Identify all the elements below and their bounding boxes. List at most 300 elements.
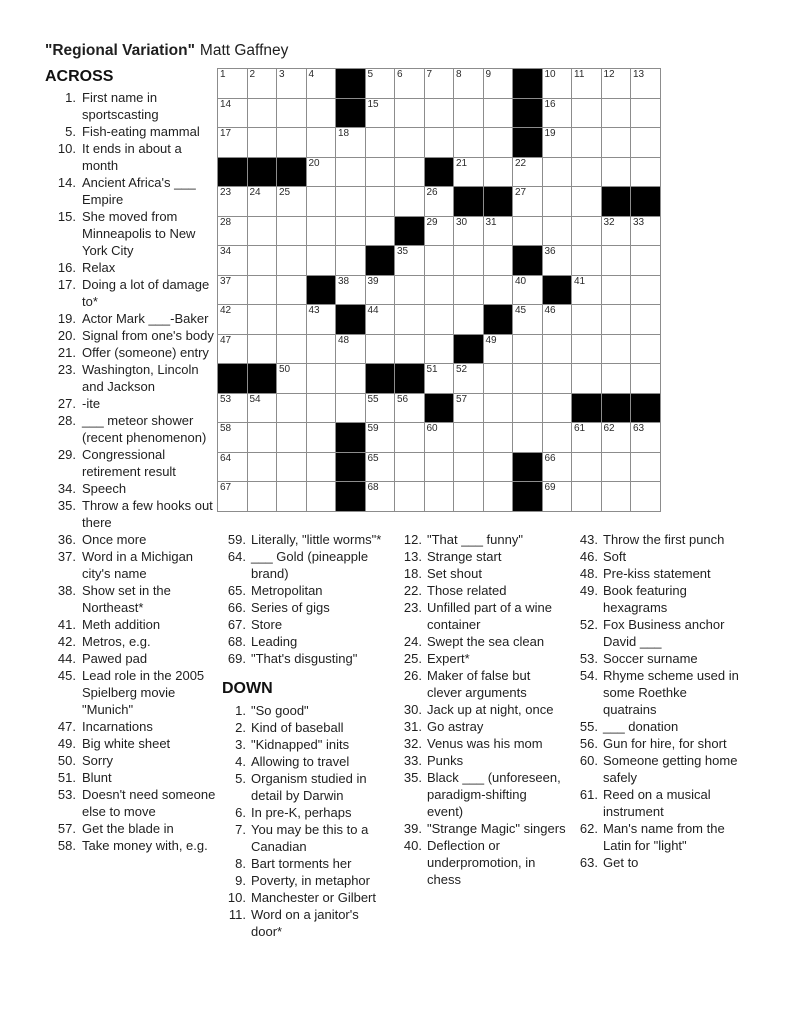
clue-number: 23.: [57, 362, 76, 377]
grid-cell[interactable]: [366, 305, 396, 335]
grid-cell[interactable]: [602, 158, 632, 188]
grid-cell[interactable]: [218, 187, 248, 217]
clue-number: 35.: [57, 498, 76, 513]
grid-cell[interactable]: [307, 217, 337, 247]
clue-item: [45, 259, 219, 276]
grid-cell[interactable]: [543, 423, 573, 453]
clue-item: [222, 906, 392, 940]
grid-cell[interactable]: [572, 99, 602, 129]
grid-cell[interactable]: [425, 335, 455, 365]
grid-cell[interactable]: [454, 482, 484, 512]
clue-text: Big white sheet: [82, 736, 171, 751]
grid-cell[interactable]: [307, 128, 337, 158]
grid-cell[interactable]: [248, 246, 278, 276]
grid-cell[interactable]: [572, 158, 602, 188]
grid-cell[interactable]: [218, 453, 248, 483]
grid-cell[interactable]: [513, 364, 543, 394]
grid-cell[interactable]: [248, 187, 278, 217]
grid-cell[interactable]: [454, 99, 484, 129]
clue-number: 44.: [57, 651, 76, 666]
grid-cell[interactable]: [484, 246, 514, 276]
clue-item: [45, 497, 219, 531]
grid-cell[interactable]: [484, 453, 514, 483]
grid-cell[interactable]: [484, 394, 514, 424]
grid-cell[interactable]: [631, 69, 661, 99]
grid-cell[interactable]: [366, 276, 396, 306]
grid-cell[interactable]: [543, 128, 573, 158]
grid-cell[interactable]: [277, 99, 307, 129]
clue-item: [222, 548, 392, 582]
grid-cell[interactable]: [543, 364, 573, 394]
grid-cell[interactable]: [602, 364, 632, 394]
grid-cell[interactable]: [543, 246, 573, 276]
grid-cell[interactable]: [395, 305, 425, 335]
grid-cell[interactable]: [425, 482, 455, 512]
grid-cell[interactable]: [543, 335, 573, 365]
bottom-clue-column-3: [574, 528, 742, 871]
clue-text: Punks: [427, 753, 464, 768]
clue-number: 36.: [57, 532, 76, 547]
grid-cell[interactable]: [218, 335, 248, 365]
clue-text: Expert*: [427, 651, 470, 666]
grid-cell[interactable]: [218, 394, 248, 424]
clue-text: Gun for hire, for short: [603, 736, 727, 751]
grid-cell[interactable]: [277, 453, 307, 483]
grid-cell[interactable]: [602, 69, 632, 99]
grid-cell[interactable]: [277, 364, 307, 394]
clue-item: [45, 667, 219, 718]
grid-cell[interactable]: [602, 99, 632, 129]
clue-number: 62.: [579, 821, 598, 836]
grid-cell[interactable]: [631, 246, 661, 276]
clue-item: [45, 480, 219, 497]
clue-item: [45, 548, 219, 582]
grid-cell[interactable]: [484, 128, 514, 158]
grid-cell[interactable]: [425, 276, 455, 306]
grid-cell[interactable]: [484, 364, 514, 394]
grid-cell[interactable]: [277, 187, 307, 217]
clue-text: Speech: [82, 481, 127, 496]
black-square: [513, 99, 543, 129]
black-square: [513, 69, 543, 99]
cell-number: 10: [544, 69, 556, 80]
grid-cell[interactable]: [307, 305, 337, 335]
grid-cell[interactable]: [572, 305, 602, 335]
grid-cell[interactable]: [425, 453, 455, 483]
grid-cell[interactable]: [366, 158, 396, 188]
grid-cell[interactable]: [336, 217, 366, 247]
black-square: [218, 158, 248, 188]
clue-item: [574, 735, 742, 752]
grid-cell[interactable]: [395, 482, 425, 512]
grid-cell[interactable]: [425, 217, 455, 247]
cell-number: 6: [397, 69, 403, 80]
grid-cell[interactable]: [454, 394, 484, 424]
grid-cell[interactable]: [336, 364, 366, 394]
clue-item: [45, 837, 219, 854]
grid-cell[interactable]: [336, 158, 366, 188]
clue-number: 1.: [235, 703, 246, 718]
grid-cell[interactable]: [277, 335, 307, 365]
grid-cell[interactable]: [307, 69, 337, 99]
clue-number: 42.: [57, 634, 76, 649]
grid-cell[interactable]: [277, 423, 307, 453]
clue-number: 19.: [57, 311, 76, 326]
clue-text: Get to: [603, 855, 639, 870]
grid-cell[interactable]: [513, 394, 543, 424]
grid-cell[interactable]: [543, 69, 573, 99]
cell-number: 68: [367, 482, 379, 493]
cell-number: 13: [633, 69, 645, 80]
grid-cell[interactable]: [395, 69, 425, 99]
grid-cell[interactable]: [572, 453, 602, 483]
grid-cell[interactable]: [513, 187, 543, 217]
grid-cell[interactable]: [248, 423, 278, 453]
grid-cell[interactable]: [484, 99, 514, 129]
grid-cell[interactable]: [336, 246, 366, 276]
clue-number: 23.: [403, 600, 422, 615]
grid-cell[interactable]: [543, 158, 573, 188]
cell-number: 66: [544, 452, 556, 464]
grid-cell[interactable]: [425, 187, 455, 217]
clue-text: It ends in about a month: [82, 141, 182, 173]
grid-cell[interactable]: [543, 453, 573, 483]
grid-cell[interactable]: [572, 217, 602, 247]
grid-cell[interactable]: [602, 305, 632, 335]
grid-cell[interactable]: [425, 246, 455, 276]
grid-cell[interactable]: [454, 128, 484, 158]
puzzle-author: Matt Gaffney: [199, 42, 289, 59]
clue-text: Sorry: [82, 753, 114, 768]
clue-text: Meth addition: [82, 617, 161, 632]
cell-number: 62: [603, 423, 615, 434]
clue-item: [222, 702, 392, 719]
grid-cell[interactable]: [395, 394, 425, 424]
clue-item: [45, 769, 219, 786]
grid-cell[interactable]: [631, 423, 661, 453]
cell-number: 18: [338, 128, 350, 139]
clue-number: 45.: [57, 668, 76, 683]
clue-text: "That's disgusting": [251, 651, 358, 666]
cell-number: 3: [279, 69, 285, 80]
clue-number: 51.: [57, 770, 76, 785]
grid-cell[interactable]: [425, 69, 455, 99]
grid-cell[interactable]: [336, 394, 366, 424]
grid-cell[interactable]: [513, 305, 543, 335]
grid-cell[interactable]: [277, 217, 307, 247]
grid-cell[interactable]: [395, 158, 425, 188]
clue-text: Relax: [82, 260, 116, 275]
clue-number: 7.: [235, 822, 246, 837]
grid-cell[interactable]: [602, 453, 632, 483]
grid-cell[interactable]: [543, 187, 573, 217]
clue-text: Pre-kiss statement: [603, 566, 711, 581]
grid-cell[interactable]: [336, 335, 366, 365]
cell-number: 34: [220, 246, 232, 257]
cell-number: 56: [397, 393, 409, 405]
grid-cell[interactable]: [631, 364, 661, 394]
grid-cell[interactable]: [248, 394, 278, 424]
grid-cell[interactable]: [543, 99, 573, 129]
grid-cell[interactable]: [218, 128, 248, 158]
grid-cell[interactable]: [218, 217, 248, 247]
clue-text: Literally, "little worms"*: [251, 532, 382, 547]
grid-cell[interactable]: [543, 217, 573, 247]
grid-cell[interactable]: [425, 305, 455, 335]
clue-number: 15.: [57, 209, 76, 224]
grid-cell[interactable]: [336, 128, 366, 158]
grid-cell[interactable]: [513, 276, 543, 306]
grid-cell[interactable]: [454, 364, 484, 394]
grid-cell[interactable]: [218, 99, 248, 129]
grid-cell[interactable]: [602, 335, 632, 365]
grid-cell[interactable]: [218, 305, 248, 335]
grid-cell[interactable]: [602, 482, 632, 512]
grid-cell[interactable]: [307, 99, 337, 129]
clue-item: [574, 820, 742, 854]
clue-number: 49.: [579, 583, 598, 598]
clue-item: [222, 804, 392, 821]
clue-item: [45, 327, 219, 344]
grid-cell[interactable]: [631, 335, 661, 365]
clue-number: 54.: [579, 668, 598, 683]
grid-cell[interactable]: [366, 99, 396, 129]
grid-cell[interactable]: [631, 217, 661, 247]
clue-number: 5.: [65, 124, 76, 139]
grid-cell[interactable]: [277, 394, 307, 424]
grid-cell[interactable]: [543, 482, 573, 512]
grid-cell[interactable]: [572, 335, 602, 365]
grid-cell[interactable]: [248, 128, 278, 158]
grid-cell[interactable]: [602, 423, 632, 453]
grid-cell[interactable]: [572, 276, 602, 306]
clue-number: 6.: [235, 805, 246, 820]
grid-cell[interactable]: [543, 394, 573, 424]
grid-cell[interactable]: [248, 217, 278, 247]
grid-cell[interactable]: [513, 158, 543, 188]
grid-cell[interactable]: [484, 335, 514, 365]
grid-cell[interactable]: [454, 158, 484, 188]
cell-number: 63: [633, 423, 645, 434]
clue-number: 26.: [403, 668, 422, 683]
clue-text: First name in sportscasting: [82, 90, 159, 122]
grid-cell[interactable]: [277, 246, 307, 276]
clue-text: Book featuring hexagrams: [603, 583, 687, 615]
cell-number: 23: [220, 187, 232, 198]
black-square: [425, 394, 455, 424]
grid-cell[interactable]: [425, 423, 455, 453]
black-square: [484, 187, 514, 217]
grid-cell[interactable]: [454, 423, 484, 453]
grid-cell[interactable]: [218, 246, 248, 276]
black-square: [513, 482, 543, 512]
grid-cell[interactable]: [277, 128, 307, 158]
clue-item: [45, 752, 219, 769]
grid-cell[interactable]: [307, 335, 337, 365]
cell-number: 2: [249, 69, 256, 80]
grid-cell[interactable]: [307, 364, 337, 394]
grid-cell[interactable]: [248, 276, 278, 306]
clue-item: [574, 667, 742, 718]
grid-cell[interactable]: [395, 99, 425, 129]
grid-cell[interactable]: [218, 276, 248, 306]
clue-text: Metropolitan: [251, 583, 323, 598]
grid-cell[interactable]: [307, 158, 337, 188]
grid-cell[interactable]: [454, 453, 484, 483]
cell-number: 9: [485, 69, 492, 80]
clue-number: 2.: [235, 720, 246, 735]
grid-cell[interactable]: [631, 482, 661, 512]
grid-cell[interactable]: [218, 423, 248, 453]
grid-cell[interactable]: [572, 128, 602, 158]
clue-number: 40.: [403, 838, 422, 853]
grid-cell[interactable]: [366, 187, 396, 217]
clue-text: Bart torments her: [251, 856, 352, 871]
grid-cell[interactable]: [307, 246, 337, 276]
grid-cell[interactable]: [307, 423, 337, 453]
grid-cell[interactable]: [248, 69, 278, 99]
cell-number: 27: [515, 187, 527, 198]
grid-cell[interactable]: [277, 276, 307, 306]
clue-text: Allowing to travel: [251, 754, 350, 769]
clue-item: [398, 735, 566, 752]
grid-cell[interactable]: [631, 453, 661, 483]
grid-cell[interactable]: [366, 335, 396, 365]
grid-cell[interactable]: [425, 128, 455, 158]
clue-item: [574, 752, 742, 786]
grid-cell[interactable]: [395, 423, 425, 453]
bottom-clue-column-2: [398, 528, 566, 888]
grid-cell[interactable]: [307, 482, 337, 512]
grid-cell[interactable]: [572, 246, 602, 276]
clue-text: Congressional retirement result: [82, 447, 176, 479]
cell-number: 58: [220, 423, 232, 434]
grid-cell[interactable]: [425, 99, 455, 129]
clue-item: [398, 548, 566, 565]
grid-cell[interactable]: [484, 158, 514, 188]
clue-number: 56.: [579, 736, 598, 751]
clue-text: Throw a few hooks out there: [82, 498, 213, 530]
grid-cell[interactable]: [572, 423, 602, 453]
grid-cell[interactable]: [454, 217, 484, 247]
cell-number: 47: [220, 334, 232, 346]
grid-cell[interactable]: [366, 453, 396, 483]
grid-cell[interactable]: [602, 276, 632, 306]
grid-cell[interactable]: [277, 482, 307, 512]
grid-cell[interactable]: [513, 217, 543, 247]
clue-number: 27.: [57, 396, 76, 411]
grid-cell[interactable]: [572, 69, 602, 99]
black-square: [336, 99, 366, 129]
grid-cell[interactable]: [336, 187, 366, 217]
clue-text: Swept the sea clean: [427, 634, 545, 649]
grid-cell[interactable]: [602, 246, 632, 276]
grid-cell[interactable]: [602, 128, 632, 158]
grid-cell[interactable]: [248, 99, 278, 129]
grid-cell[interactable]: [366, 217, 396, 247]
grid-cell[interactable]: [248, 305, 278, 335]
grid-cell[interactable]: [513, 423, 543, 453]
grid-cell[interactable]: [336, 276, 366, 306]
grid-cell[interactable]: [395, 335, 425, 365]
cell-number: 52: [456, 364, 468, 375]
black-square: [395, 364, 425, 394]
grid-cell[interactable]: [484, 276, 514, 306]
clue-item: [574, 531, 742, 548]
black-square: [336, 423, 366, 453]
grid-cell[interactable]: [513, 335, 543, 365]
clue-number: 53.: [57, 787, 76, 802]
grid-cell[interactable]: [395, 187, 425, 217]
grid-cell[interactable]: [543, 305, 573, 335]
grid-cell[interactable]: [248, 335, 278, 365]
clue-text: Poverty, in metaphor: [251, 873, 370, 888]
grid-cell[interactable]: [602, 217, 632, 247]
cell-number: 61: [574, 423, 586, 434]
black-square: [248, 364, 278, 394]
grid-cell[interactable]: [248, 482, 278, 512]
grid-cell[interactable]: [631, 99, 661, 129]
grid-cell[interactable]: [395, 276, 425, 306]
grid-cell[interactable]: [277, 305, 307, 335]
grid-cell[interactable]: [366, 423, 396, 453]
grid-cell[interactable]: [631, 305, 661, 335]
clue-text: Leading: [251, 634, 298, 649]
grid-cell[interactable]: [395, 128, 425, 158]
grid-cell[interactable]: [631, 128, 661, 158]
grid-cell[interactable]: [454, 276, 484, 306]
grid-cell[interactable]: [218, 69, 248, 99]
grid-cell[interactable]: [484, 69, 514, 99]
grid-cell[interactable]: [425, 364, 455, 394]
clue-text: Jack up at night, once: [427, 702, 554, 717]
grid-cell[interactable]: [631, 276, 661, 306]
grid-cell[interactable]: [484, 423, 514, 453]
grid-cell[interactable]: [631, 158, 661, 188]
grid-cell[interactable]: [395, 453, 425, 483]
grid-cell[interactable]: [484, 217, 514, 247]
grid-cell[interactable]: [218, 482, 248, 512]
grid-cell[interactable]: [572, 364, 602, 394]
clue-item: [574, 548, 742, 565]
grid-cell[interactable]: [484, 482, 514, 512]
grid-cell[interactable]: [454, 246, 484, 276]
grid-cell[interactable]: [366, 69, 396, 99]
clue-item: [398, 718, 566, 735]
clue-item: [574, 616, 742, 650]
grid-cell[interactable]: [366, 128, 396, 158]
grid-cell[interactable]: [454, 69, 484, 99]
grid-cell[interactable]: [572, 482, 602, 512]
clue-text: Signal from one's body: [82, 328, 214, 343]
grid-cell[interactable]: [307, 187, 337, 217]
cell-number: 59: [367, 423, 379, 434]
grid-cell[interactable]: [248, 453, 278, 483]
black-square: [513, 246, 543, 276]
grid-cell[interactable]: [454, 305, 484, 335]
clue-text: Doesn't need someone else to move: [82, 787, 216, 819]
grid-cell[interactable]: [366, 482, 396, 512]
clue-item: [398, 565, 566, 582]
clue-text: Store: [251, 617, 283, 632]
grid-cell[interactable]: [307, 394, 337, 424]
grid-cell[interactable]: [395, 246, 425, 276]
grid-cell[interactable]: [572, 187, 602, 217]
grid-cell[interactable]: [366, 394, 396, 424]
clue-item: [574, 786, 742, 820]
grid-cell[interactable]: [277, 69, 307, 99]
grid-cell[interactable]: [307, 453, 337, 483]
